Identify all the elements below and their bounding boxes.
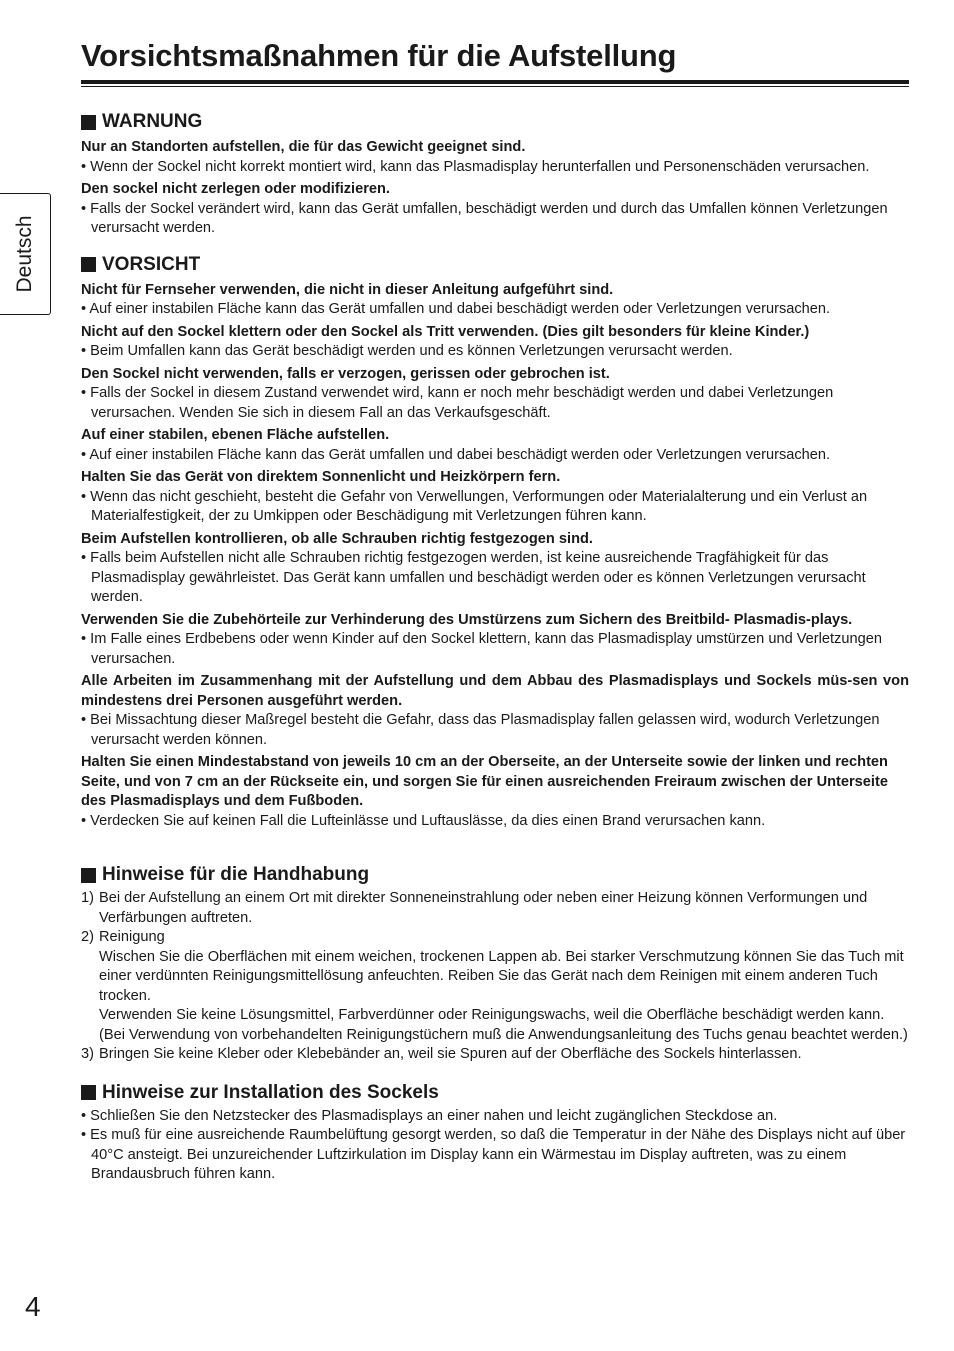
numbered-item <box>81 928 909 1045</box>
caution-item <box>81 365 909 424</box>
item-title: Den sockel nicht zerlegen oder modifizieren. <box>81 181 390 197</box>
section-heading <box>81 253 909 277</box>
installation-bullet: • Es muß für eine ausreichende Raumbelüftung gesorgt werden, so daß die Temperatur in der Nähe des Displays nicht auf über 40°C ansteigt. Bei unzureichender Luftzirkulation im Display kann ein Wärmestau im Display auftreten, was zu einem Brandausbruch führen kann. <box>81 1126 909 1185</box>
numbered-item <box>81 889 909 928</box>
item-text: Wischen Sie die Oberflächen mit einem weichen, trockenen Lappen ab. Bei starker Verschmutzung können Sie das Tuch mit einer verdünnten Reinigungsmittellösung anfeuchten. Reiben Sie das Gerät nach dem Reinigen mit einem anderen Tuch trocken. <box>99 948 904 1004</box>
section-heading <box>81 863 909 887</box>
title-rule-thin <box>81 86 909 87</box>
section-installation <box>81 1081 909 1185</box>
item-bullet: • Falls der Sockel verändert wird, kann das Gerät umfallen, beschädigt werden und durch das Umfallen können Verletzungen verursacht werden. <box>81 200 909 239</box>
section-handhabung <box>81 863 909 1065</box>
item-title: Den Sockel nicht verwenden, falls er verzogen, gerissen oder gebrochen ist. <box>81 365 610 382</box>
item-title: Nicht auf den Sockel klettern oder den Sockel als Tritt verwenden. (Dies gilt besonders für kleine Kinder.) <box>81 323 810 340</box>
caution-item <box>81 323 909 362</box>
item-text: Reinigung <box>99 929 165 945</box>
item-title: Verwenden Sie die Zubehörteile zur Verhinderung des Umstürzens zum Sichern des Breitbild- Plasmadis-plays. <box>81 611 853 628</box>
section-heading-label: Hinweise für die Handhabung <box>102 864 370 885</box>
caution-item <box>81 468 909 527</box>
main-content <box>81 110 909 1185</box>
section-heading-label: WARNUNG <box>102 111 203 132</box>
language-tab-label: Deutsch <box>13 215 36 293</box>
item-title: Beim Aufstellen kontrollieren, ob alle Schrauben richtig festgezogen sind. <box>81 530 593 547</box>
language-tab <box>0 193 51 315</box>
section-heading <box>81 1081 909 1105</box>
caution-item <box>81 672 909 750</box>
square-bullet-icon <box>81 115 96 130</box>
item-number: 3) <box>81 1046 94 1062</box>
page-number: 4 <box>25 1291 41 1322</box>
title-rule <box>81 80 909 84</box>
item-bullet: • Auf einer instabilen Fläche kann das Gerät umfallen und dabei beschädigt werden oder Verletzungen verursachen. <box>81 446 909 466</box>
section-warnung <box>81 110 909 239</box>
item-title: Auf einer stabilen, ebenen Fläche aufstellen. <box>81 427 390 443</box>
item-bullet: • Auf einer instabilen Fläche kann das Gerät umfallen und dabei beschädigt werden oder Verletzungen verursachen. <box>81 300 909 320</box>
item-text: Verwenden Sie keine Lösungsmittel, Farbverdünner oder Reinigungswachs, weil die Oberfläche beschädigt werden kann. <box>99 1007 885 1023</box>
section-heading-label: Hinweise zur Installation des Sockels <box>102 1081 439 1103</box>
item-title: Alle Arbeiten im Zusammenhang mit der Aufstellung und dem Abbau des Plasmadisplays und Sockels müs-sen von mindestens drei Personen ausgeführt werden. <box>81 673 909 709</box>
item-bullet: • Verdecken Sie auf keinen Fall die Lufteinlässe und Luftauslässe, da dies einen Brand verursachen kann. <box>81 812 909 832</box>
item-title: Halten Sie das Gerät von direktem Sonnenlicht und Heizkörpern fern. <box>81 469 561 485</box>
item-title: Nicht für Fernseher verwenden, die nicht in dieser Anleitung aufgeführt sind. <box>81 281 614 298</box>
item-bullet: • Bei Missachtung dieser Maßregel besteht die Gefahr, dass das Plasmadisplay fallen gelassen wird, wodurch Verletzungen verursacht werden können. <box>81 711 909 750</box>
page-title: Vorsichtsmaßnahmen für die Aufstellung <box>81 38 677 73</box>
caution-item <box>81 753 909 831</box>
item-number: 2) <box>81 929 94 945</box>
item-text: Bei der Aufstellung an einem Ort mit direkter Sonneneinstrahlung oder neben einer Heizung können Verformungen und Verfärbungen auftreten. <box>99 890 868 926</box>
item-title: Halten Sie einen Mindestabstand von jeweils 10 cm an der Oberseite, an der Unterseite sowie der linken und rechten Seite, und von 7 cm an der Rückseite ein, und sorgen Sie für einen ausreichenden Freiraum zwischen der Unterseite des Plasmadisplays und dem Fußboden. <box>81 754 888 809</box>
item-text: Bringen Sie keine Kleber oder Klebebänder an, weil sie Spuren auf der Oberfläche des Sockels hinterlassen. <box>99 1046 802 1062</box>
item-text: (Bei Verwendung von vorbehandelten Reinigungstüchern muß die Anwendungsanleitung des Tuchs genau beachtet werden.) <box>99 1026 908 1043</box>
caution-item <box>81 281 909 320</box>
square-bullet-icon <box>81 257 96 272</box>
square-bullet-icon <box>81 1085 96 1100</box>
warning-item <box>81 138 909 177</box>
item-number: 1) <box>81 890 94 906</box>
item-title: Nur an Standorten aufstellen, die für das Gewicht geeignet sind. <box>81 139 526 155</box>
item-bullet: • Im Falle eines Erdbebens oder wenn Kinder auf den Sockel klettern, kann das Plasmadisplay umstürzen und Verletzungen verursachen. <box>81 630 909 669</box>
item-bullet: • Falls der Sockel in diesem Zustand verwendet wird, kann er noch mehr beschädigt werden und dabei Verletzungen verursachen. Wenden Sie sich in diesem Fall an das Verkaufsgeschäft. <box>81 384 909 423</box>
section-heading-label: VORSICHT <box>102 253 201 275</box>
section-heading <box>81 110 909 134</box>
section-vorsicht <box>81 253 909 832</box>
item-bullet: • Wenn das nicht geschieht, besteht die Gefahr von Verwellungen, Verformungen oder Materialalterung und ein Verlust an Materialfestigkeit, der zu Umkippen oder Beschädigung mit Verletzungen führen kann. <box>81 488 909 527</box>
installation-bullet: • Schließen Sie den Netzstecker des Plasmadisplays an einer nahen und leicht zugänglichen Steckdose an. <box>81 1107 909 1127</box>
caution-item <box>81 611 909 670</box>
numbered-item <box>81 1045 909 1065</box>
warning-item <box>81 180 909 239</box>
square-bullet-icon <box>81 868 96 883</box>
caution-item <box>81 530 909 608</box>
item-bullet: • Falls beim Aufstellen nicht alle Schrauben richtig festgezogen werden, ist keine ausreichende Tragfähigkeit für das Plasmadisplay gewährleistet. Das Gerät kann umfallen und beschädigt werden oder es können Verletzungen verursacht werden. <box>81 549 909 608</box>
item-bullet: • Wenn der Sockel nicht korrekt montiert wird, kann das Plasmadisplay herunterfallen und Personenschäden verursachen. <box>81 158 909 178</box>
item-bullet: • Beim Umfallen kann das Gerät beschädigt werden und es können Verletzungen verursacht werden. <box>81 342 909 362</box>
caution-item <box>81 426 909 465</box>
